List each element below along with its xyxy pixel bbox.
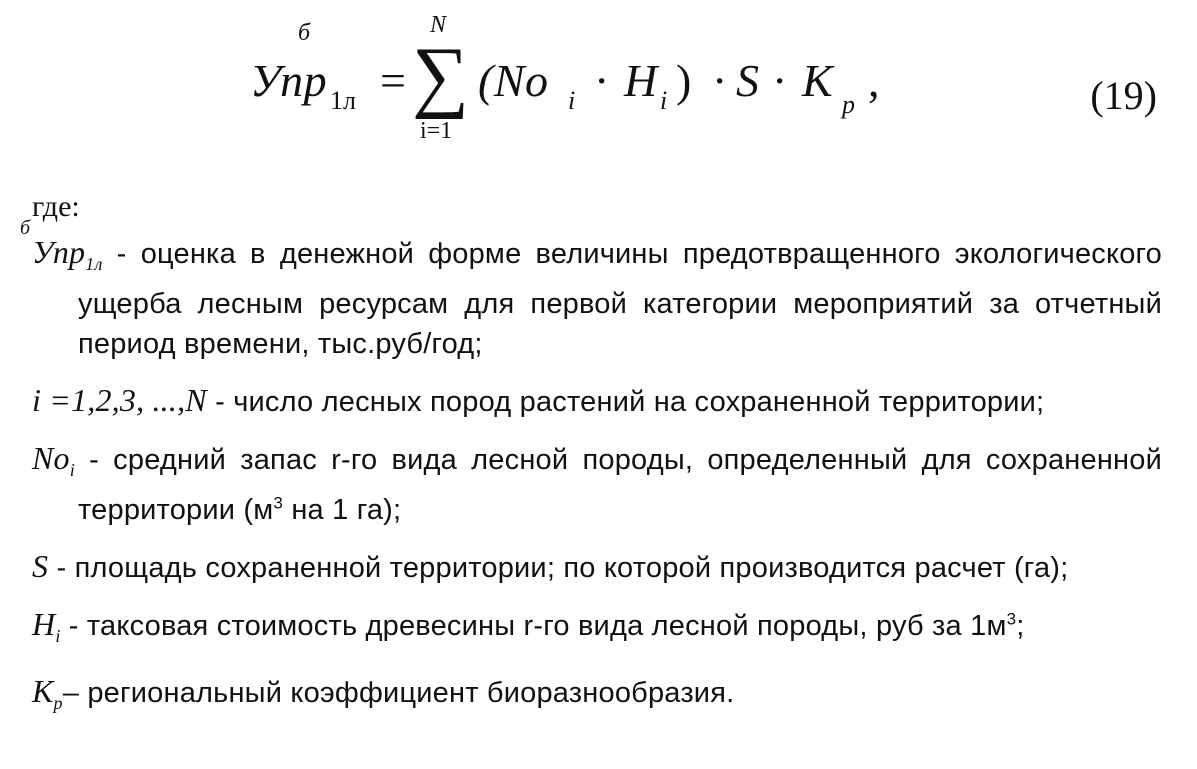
definition-text-end: ; bbox=[1016, 609, 1025, 642]
definition-text: - оценка в денежной форме величины предотвращенного экологического ущерба лесным ресурсам для первой категории мероприятий за отчетный период времени, тыс.руб/год; bbox=[78, 238, 1162, 360]
definition-text: – региональный коэффициент биоразнообразия. bbox=[62, 677, 735, 710]
definition-text: - средний запас r-го вида лесной породы, определенный для сохраненной территории (м bbox=[74, 443, 1162, 526]
definitions-list bbox=[20, 190, 1162, 723]
definition-i bbox=[32, 380, 1162, 422]
definition-term: K bbox=[32, 673, 54, 710]
where-label: где: bbox=[32, 190, 80, 223]
body-subscript-i: i bbox=[568, 86, 576, 115]
formula-19 bbox=[0, 0, 1197, 160]
h-symbol: H bbox=[624, 55, 658, 106]
dot-operator-3: · bbox=[772, 55, 788, 106]
body-open: (No bbox=[478, 55, 549, 106]
h-subscript: i bbox=[660, 86, 668, 115]
definition-upr: б Упр$_{1л}$ - оценка в денежной форме величины предотвращенного экологического ущерба лесным ресурсам для первой категории мероприятий за отчетный период времени, тыс.руб/год; bbox=[20, 217, 1162, 360]
definition-text-end: на 1 га); bbox=[283, 493, 402, 526]
equals-sign: = bbox=[380, 55, 407, 106]
s-symbol: S bbox=[736, 55, 760, 106]
definition-text: - площадь сохраненной территории; по которой производится расчет (га); bbox=[48, 551, 1069, 584]
definition-term: Упр bbox=[32, 234, 86, 270]
equation-number: (19) bbox=[1090, 73, 1157, 118]
definition-term: H bbox=[32, 605, 56, 642]
definition-term-subscript: i bbox=[55, 625, 61, 646]
dot-operator-1: · bbox=[594, 55, 610, 106]
definition-term: i =1,2,3, ...,N bbox=[32, 381, 207, 418]
definition-term: No bbox=[32, 439, 70, 476]
k-symbol: K bbox=[802, 55, 834, 106]
close-paren: ) bbox=[676, 55, 692, 106]
sum-lower-limit: i=1 bbox=[420, 118, 453, 144]
definition-term-subscript: 1л bbox=[85, 253, 103, 274]
lhs-superscript: б bbox=[298, 20, 311, 46]
definition-term: S bbox=[32, 547, 49, 584]
definition-text: - число лесных пород растений на сохраненной территории; bbox=[206, 385, 1045, 418]
definition-k bbox=[32, 671, 1162, 723]
dot-operator-2: · bbox=[712, 55, 728, 106]
sum-sign: ∑ bbox=[412, 32, 470, 120]
lhs-subscript: 1л bbox=[330, 86, 356, 115]
sum-upper-limit: N bbox=[430, 12, 447, 38]
definition-superscript: 3 bbox=[1006, 608, 1017, 628]
definition-text: - таксовая стоимость древесины r-го вида лесной породы, руб за 1м bbox=[60, 609, 1007, 642]
definition-s bbox=[32, 546, 1162, 588]
formula-comma: , bbox=[868, 55, 880, 106]
definition-term-subscript: i bbox=[69, 459, 75, 480]
definition-no bbox=[32, 438, 1162, 530]
definition-superscript: 3 bbox=[273, 492, 284, 512]
definition-term-subscript: p bbox=[53, 693, 63, 714]
definition-h bbox=[32, 604, 1162, 656]
k-subscript: p bbox=[842, 90, 855, 119]
lhs-symbol: Упр bbox=[250, 55, 328, 106]
